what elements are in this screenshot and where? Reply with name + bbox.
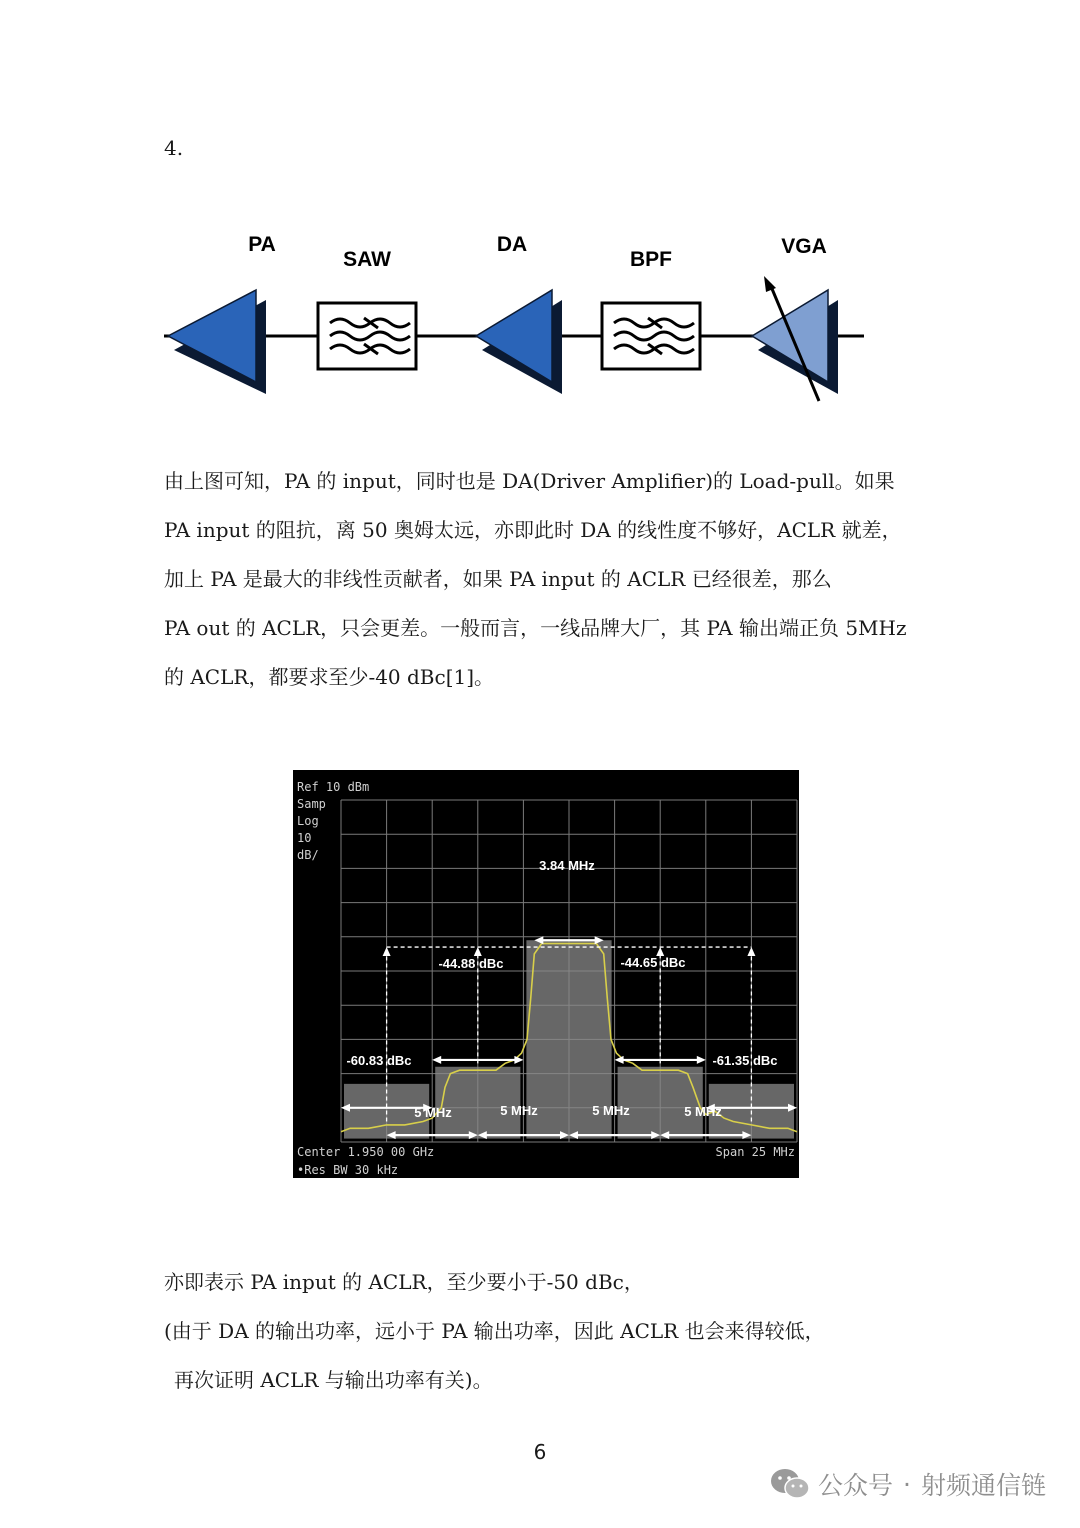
paragraph-line: (由于 DA 的输出功率，远小于 PA 输出功率，因此 ACLR 也会来得较低， — [164, 1319, 825, 1343]
section-number: 4. — [164, 136, 184, 160]
spacing-label-4: 5 MHz — [684, 1104, 722, 1119]
paragraph-line: 的 ACLR，都要求至少-40 dBc[1]。 — [164, 665, 495, 689]
aclr-upper-alternate-label: -61.35 dBc — [712, 1053, 778, 1068]
bpf-label: BPF — [630, 248, 672, 271]
paragraph-line: 加上 PA 是最大的非线性贡献者，如果 PA input 的 ACLR 已经很差，那么 — [164, 567, 832, 591]
pa-amplifier-icon — [168, 290, 266, 394]
bpf-filter-icon — [602, 303, 700, 369]
saw-label: SAW — [343, 248, 391, 271]
vga-amplifier-icon — [752, 276, 838, 401]
paragraph-1 — [164, 466, 944, 711]
block-diagram-svg — [164, 196, 864, 414]
wechat-watermark — [770, 1466, 1046, 1502]
vga-label: VGA — [781, 235, 827, 258]
spectrum-svg — [293, 770, 799, 1178]
ref-level-label: Ref 10 dBm — [297, 780, 370, 794]
aclr-upper-adjacent-label: -44.65 dBc — [620, 955, 686, 970]
res-bw-label: •Res BW 30 kHz — [297, 1163, 399, 1177]
channel-bw-label: 3.84 MHz — [539, 858, 595, 873]
spacing-label-3: 5 MHz — [592, 1103, 630, 1118]
da-amplifier-icon — [476, 290, 562, 394]
paragraph-line: PA input 的阻抗，离 50 奥姆太远，亦即此时 DA 的线性度不够好，ACLR 就差， — [164, 518, 902, 542]
scale-unit-label: dB/ — [297, 848, 319, 862]
watermark-prefix: 公众号 — [818, 1471, 894, 1500]
aclr-lower-adjacent-label: -44.88 dBc — [438, 956, 504, 971]
paragraph-2 — [164, 1267, 944, 1414]
paragraph-line: 亦即表示 PA input 的 ACLR，至少要小于-50 dBc， — [164, 1270, 644, 1294]
center-freq-label: Center 1.950 00 GHz — [297, 1145, 435, 1159]
paragraph-line: 再次证明 ACLR 与输出功率有关)。 — [174, 1368, 493, 1392]
watermark-account: 射频通信链 — [920, 1471, 1046, 1500]
watermark-separator: · — [903, 1469, 911, 1499]
detector-label: Samp — [297, 797, 326, 811]
saw-filter-icon — [318, 303, 416, 369]
aclr-lower-alternate-label: -60.83 dBc — [346, 1053, 412, 1068]
page-number: 6 — [533, 1440, 547, 1464]
spacing-label-1: 5 MHz — [414, 1105, 452, 1120]
block-diagram — [164, 196, 864, 414]
scale-type-label: Log — [297, 814, 319, 828]
da-label: DA — [496, 233, 528, 256]
scale-value-label: 10 — [297, 831, 312, 845]
paragraph-line: PA out 的 ACLR，只会更差。一般而言，一线品牌大厂，其 PA 输出端正负 5MHz — [164, 616, 907, 640]
span-label: Span 25 MHz — [715, 1145, 795, 1159]
wechat-icon — [770, 1467, 810, 1501]
aclr-spectrum-figure — [293, 770, 799, 1178]
measurement-band — [618, 1067, 703, 1139]
spacing-label-2: 5 MHz — [500, 1103, 538, 1118]
pa-label: PA — [248, 233, 276, 256]
paragraph-line: 由上图可知，PA 的 input，同时也是 DA(Driver Amplifier)的 Load-pull。如果 — [164, 469, 895, 493]
